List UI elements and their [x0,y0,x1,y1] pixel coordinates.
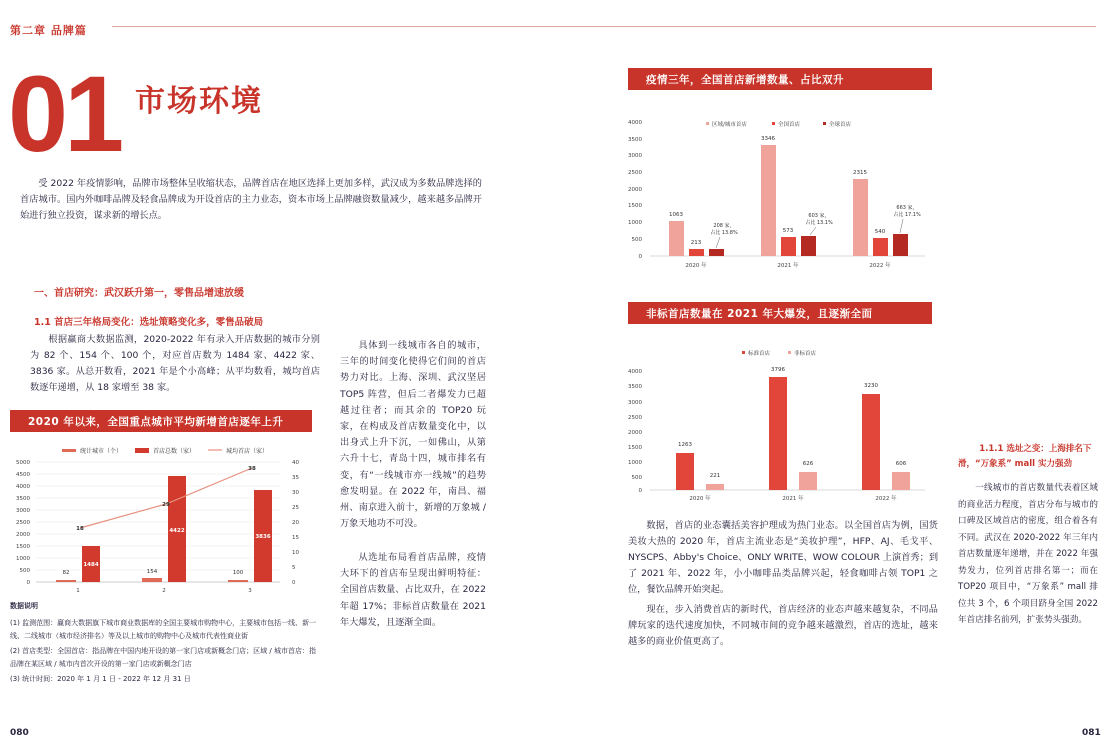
heading-1: 一、首店研究：武汉跃升第一，零售品增速放缓 [34,288,244,299]
page-number-left: 080 [10,728,29,738]
svg-text:0: 0 [292,580,296,586]
svg-text:3230: 3230 [864,383,878,389]
svg-text:0: 0 [638,488,642,494]
svg-text:1484: 1484 [83,562,99,568]
svg-text:3836: 3836 [255,534,271,540]
svg-text:3500: 3500 [628,384,642,390]
svg-text:5000: 5000 [16,460,30,466]
svg-text:4000: 4000 [628,369,642,375]
svg-text:208 家，: 208 家， [713,223,735,229]
svg-text:1500: 1500 [16,544,30,550]
svg-text:5: 5 [292,565,296,571]
svg-text:0: 0 [26,580,30,586]
svg-text:20: 20 [292,520,299,526]
svg-text:2021 年: 2021 年 [777,263,799,269]
svg-text:25: 25 [292,505,299,511]
svg-text:2021 年: 2021 年 [782,496,804,502]
chart-a-legend [62,447,268,455]
svg-text:占比 17.1%: 占比 17.1% [893,212,921,218]
svg-text:10: 10 [292,550,299,556]
svg-text:1063: 1063 [669,212,683,218]
chart-1-title: 疫情三年，全国首店新增数量、占比双升 [628,68,932,90]
chart-1-legend [706,120,852,128]
svg-text:4000: 4000 [16,484,30,490]
svg-text:213: 213 [690,240,702,246]
svg-text:18: 18 [76,526,84,532]
svg-text:2500: 2500 [628,170,642,176]
paragraph-4: 数据，首店的业态囊括美容护理成为热门业态。以全国首店为例，国货美妆大热的 2020 年，首店主流业态是“美妆护理”，HFP、AJ、毛戈平、NYSCPS、Abby's Choice、ONLY WRITE、WOW COLOUR 上演首秀；到了 2021 年、2022 年，小小咖啡品类品牌兴起，轻食咖啡占领 TOP1 之位，餐饮品牌开始突起。 [628,520,938,595]
chart-2-legend [742,349,817,357]
svg-text:603 家，: 603 家， [808,213,830,219]
data-notes [10,600,322,686]
svg-text:1000: 1000 [628,460,642,466]
note-1: (1) 监测范围：赢商大数据旗下城市商业数据库的全国主要城市购物中心，主要城市包括一线、新一线、二线城市（城市经济排名）等及以上城市的购物中心及城市代表性商业街 [10,619,317,640]
svg-text:100: 100 [232,570,244,576]
svg-text:3500: 3500 [16,496,30,502]
svg-text:3346: 3346 [761,136,775,142]
svg-text:首店总数（家）: 首店总数（家） [153,448,196,455]
svg-text:1263: 1263 [678,442,692,448]
svg-text:4000: 4000 [628,120,642,126]
svg-text:2020 年: 2020 年 [685,263,707,269]
chart-1-national-first-stores [620,110,940,275]
svg-text:82: 82 [62,570,70,576]
chart-a-title: 2020 年以来，全国重点城市平均新增首店逐年上升 [10,410,312,432]
svg-text:全国首店: 全国首店 [778,122,801,128]
svg-text:35: 35 [292,475,299,481]
svg-text:1500: 1500 [628,203,642,209]
svg-text:3796: 3796 [771,367,785,373]
paragraph-6: 一线城市的首店数量代表着区域的商业活力程度，首店分布与城市的口碑及区域首店的密度，组合着各有不同。武汉在 2020-2022 年三年内首店数量逐年递增，并在 2022 年强势发力，位列首店排名第一；而在 TOP20 项目中，“万象系” mall 排位共 3 个，6 个项目跻身全国 2022 年首店排名前列，扩张势头强劲。 [958,483,1098,625]
svg-text:非标首店: 非标首店 [794,351,817,357]
svg-text:3: 3 [248,588,252,594]
svg-text:统计城市（个）: 统计城市（个） [80,448,123,455]
svg-text:40: 40 [292,460,299,466]
note-3: (3) 统计时间：2020 年 1 月 1 日 - 2022 年 12 月 31 日 [10,675,191,683]
svg-text:663 家，: 663 家， [896,205,918,211]
svg-text:4500: 4500 [16,472,30,478]
svg-text:2500: 2500 [16,520,30,526]
svg-text:3000: 3000 [16,508,30,514]
svg-text:500: 500 [19,568,30,574]
svg-text:3000: 3000 [628,400,642,406]
svg-text:4422: 4422 [169,528,185,534]
paragraph-5: 现在，步入消费首店的新时代，首店经济的业态声越来越复杂，不同品牌玩家的迭代速度加快，不同城市间的竞争越来越激烈，首店的选址，越来越多的商业价值更高了。 [628,604,938,647]
svg-text:606: 606 [895,461,907,467]
svg-text:标准首店: 标准首店 [748,351,771,357]
svg-text:626: 626 [802,461,814,467]
chart-a-city-first-stores [0,438,320,598]
svg-text:2000: 2000 [628,430,642,436]
svg-text:1: 1 [76,588,80,594]
svg-text:2: 2 [162,588,166,594]
svg-text:1000: 1000 [628,220,642,226]
svg-text:全球首店: 全球首店 [829,122,852,128]
svg-text:30: 30 [292,490,299,496]
svg-text:2315: 2315 [853,170,867,176]
svg-text:573: 573 [782,228,794,234]
svg-text:3000: 3000 [628,153,642,159]
paragraph-2: 具体到一线城市各自的城市，三年的时间变化使得它们间的首店势力对比。上海、深圳、武汉坚居 TOP5 阵营，但后二者爆发力已超越过往者；而其余的 TOP20 玩家，在构成及首店数量变化中，以出身式上升下沉，一如佛山，从第六升十七，青岛十四，城市排名有变，有“一线城市亦一线城”的趋势愈发明显。在 2022 年，南昌、福州、南京进入前十，新增的万象城 / 万象天地功不可没。 [340,340,486,530]
heading-1-1: 1.1 首店三年格局变化：选址策略变化多，零售品破局 [34,317,264,328]
heading-1-1-1: 1.1.1 选址之变：上海排名下滑，“万象系” mall 实力强劲 [958,444,1092,469]
svg-text:2022 年: 2022 年 [869,263,891,269]
svg-text:154: 154 [146,569,158,575]
note-2: (2) 首店类型：全国首店：指品牌在中国内地开设的第一家门店或新概念门店；区域 / 城市首店：指品牌在某区域 / 城市内首次开设的第一家门店或新概念门店 [10,647,316,668]
svg-text:2000: 2000 [628,187,642,193]
svg-text:29: 29 [162,502,170,508]
svg-text:2020 年: 2020 年 [689,496,711,502]
svg-text:3500: 3500 [628,137,642,143]
svg-text:2000: 2000 [16,532,30,538]
chapter-label: 第二章 品牌篇 [10,24,87,37]
svg-text:2500: 2500 [628,415,642,421]
svg-text:占比 13.1%: 占比 13.1% [805,220,833,226]
svg-text:区域/城市首店: 区域/城市首店 [712,122,747,128]
section-number: 01 [8,53,121,174]
svg-text:221: 221 [709,473,721,479]
svg-text:城均首店（家）: 城均首店（家） [226,448,269,455]
notes-title: 数据说明 [10,602,38,610]
svg-text:500: 500 [631,237,642,243]
svg-text:540: 540 [874,229,886,235]
chart-2-nonstandard-first-stores [620,340,940,508]
svg-text:2022 年: 2022 年 [875,496,897,502]
paragraph-3: 从选址布局看首店品牌，疫情大环下的首店布呈现出鲜明特征：全国首店数量、占比双升，在 2022 年超 17%；非标首店数量在 2021 年大爆发，且逐渐全面。 [340,552,486,628]
paragraph-1: 根据赢商大数据监测，2020-2022 年有录入开店数据的城市分别为 82 个、154 个、100 个，对应首店数为 1484 家、4422 家、3836 家。从总开数看，2021 年是个小高峰；从平均数看，城均首店数逐年递增，从 18 家增至 38 家。 [30,334,320,393]
svg-text:1000: 1000 [16,556,30,562]
intro-paragraph: 受 2022 年疫情影响，品牌市场整体呈收缩状态，品牌首店在地区选择上更加多样，武汉成为多数品牌选择的首店城市。国内外咖啡品牌及轻食品牌成为开设首店的主力业态，资本市场上品牌融资数量减少，越来越多品牌开始进行独立投资，谋求新的增长点。 [20,178,482,221]
chart-2-title: 非标首店数量在 2021 年大爆发，且逐渐全面 [628,302,932,324]
section-title: 市场环境 [135,84,263,119]
svg-text:占比 13.8%: 占比 13.8% [710,230,738,236]
page-number-right: 081 [1082,728,1101,738]
svg-text:0: 0 [638,254,642,260]
svg-text:1500: 1500 [628,445,642,451]
svg-text:500: 500 [631,475,642,481]
svg-text:38: 38 [248,466,256,472]
svg-text:15: 15 [292,535,299,541]
header-divider [112,26,1096,27]
